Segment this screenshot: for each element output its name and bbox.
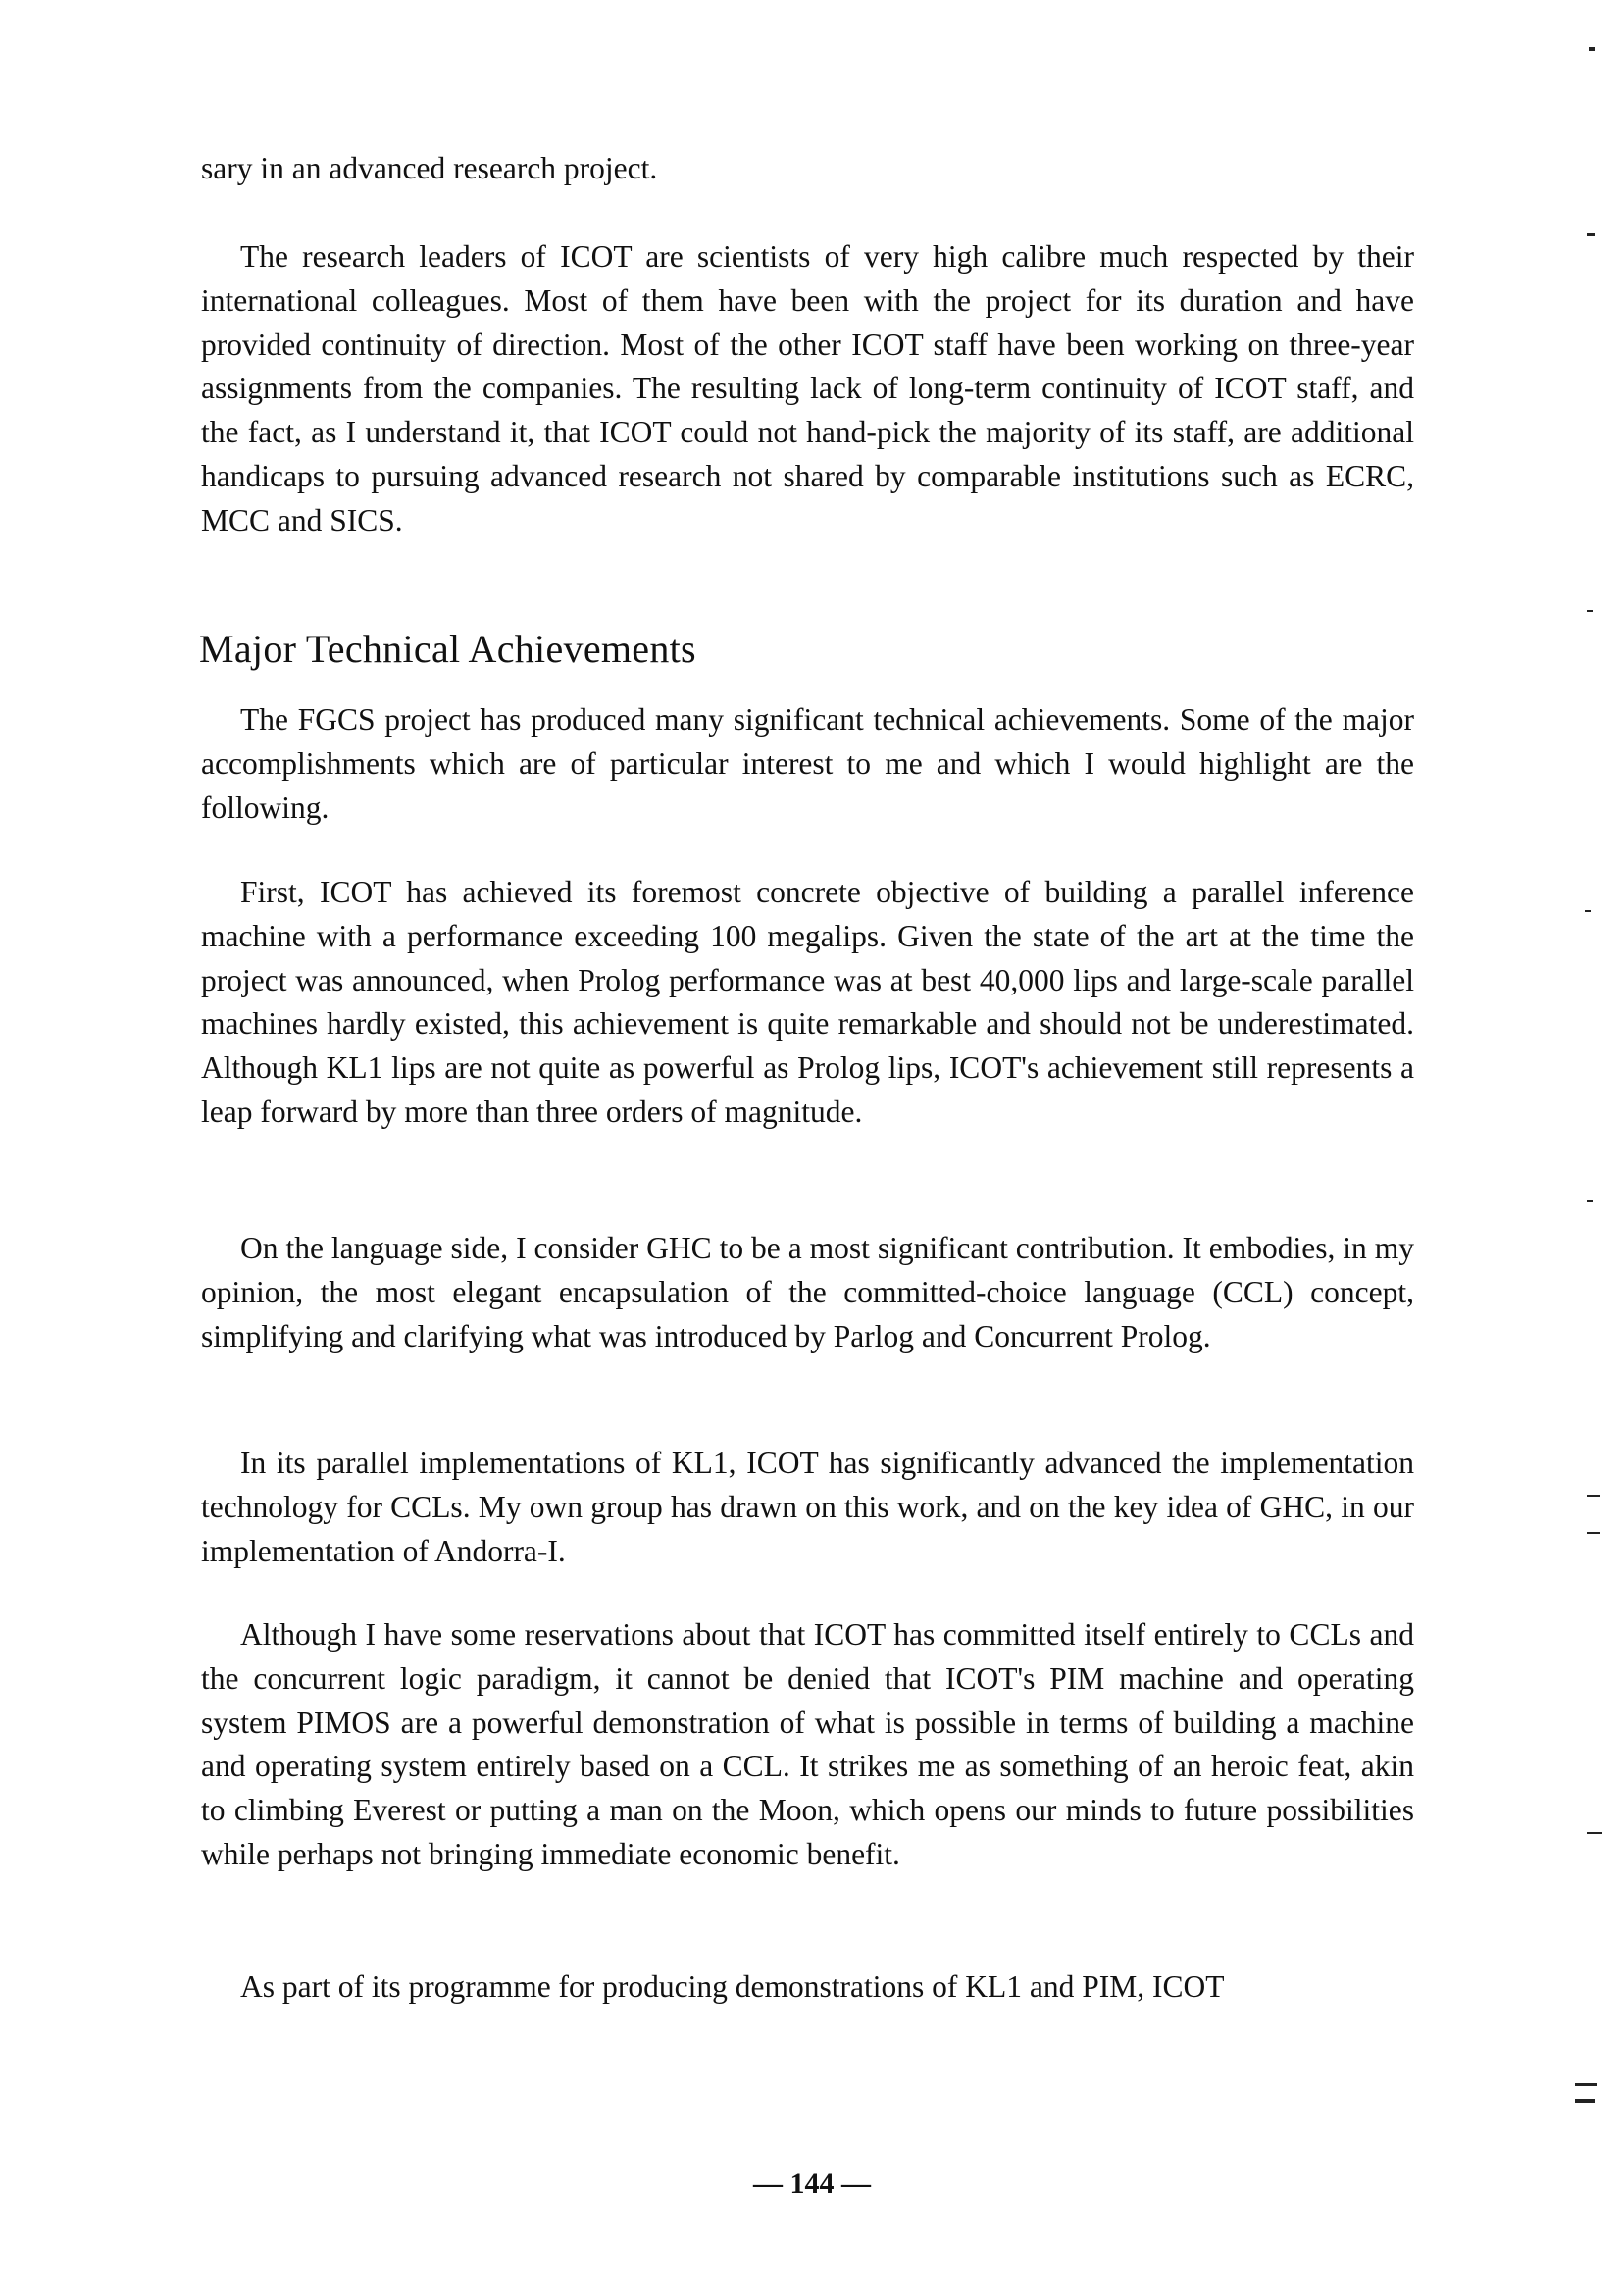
paragraph-programme: As part of its programme for producing demonstrations of KL1 and PIM, ICOT [240, 1969, 1225, 2004]
paragraph-reservations: Although I have some reservations about that ICOT has committed itself entirely to CCLs and the concurrent logic paradigm, it cannot be denied that ICOT's PIM machine and operating system PIMOS are a powerful demonstration of what is possible in terms of building a machine and operating system entirely based on a CCL. It strikes me as something of an heroic feat, akin to climbing Everest or putting a man on the Moon, which opens our minds to future possibilities while perhaps not bringing immediate economic benefit. [201, 1617, 1414, 1871]
section-heading: Major Technical Achievements [199, 627, 696, 671]
scan-artifact [1587, 233, 1595, 236]
scan-artifact [1587, 1200, 1593, 1202]
paragraph-research-leaders: The research leaders of ICOT are scientists of very high calibre much respected by their international colleagues. Most of them have been with the project for its duration and have provided continuity of direction. Most of the other ICOT staff have been working on three-year assignments from the companies. The resulting lack of long-term continuity of ICOT staff, and the fact, as I understand it, that ICOT could not hand-pick the majority of its staff, are additional handicaps to pursuing advanced research not shared by comparable institutions such as ECRC, MCC and SICS. [201, 239, 1414, 537]
scan-artifact [1587, 1832, 1602, 1834]
paragraph-continuation: sary in an advanced research project. [201, 151, 658, 185]
scan-artifact [1589, 47, 1595, 51]
scan-artifact [1575, 2083, 1597, 2086]
scan-artifact [1585, 910, 1591, 912]
paragraph-language: On the language side, I consider GHC to be a most significant contribution. It embodies, in my opinion, the most elegant encapsulation of the committed-choice language (CCL) concept, simplifying and clarifying what was introduced by Parlog and Concurrent Prolog. [201, 1231, 1414, 1353]
paragraph-intro: The FGCS project has produced many significant technical achievements. Some of the major accomplishments which are of particular interest to me and which I would highlight are the following. [201, 702, 1414, 825]
paragraph-first-achievement: First, ICOT has achieved its foremost concrete objective of building a parallel inference machine with a performance exceeding 100 megalips. Given the state of the art at the time the project was announced, when Prolog performance was at best 40,000 lips and large-scale parallel machines hardly existed, this achievement is quite remarkable and should not be underestimated. Although KL1 lips are not quite as powerful as Prolog lips, ICOT's achievement still represents a leap forward by more than three orders of magnitude. [201, 875, 1414, 1129]
scan-artifact [1587, 1532, 1600, 1534]
scan-artifact [1575, 2099, 1595, 2103]
scan-artifact [1587, 1495, 1600, 1497]
scan-artifact [1587, 610, 1593, 612]
page-number: — 144 — [753, 2167, 871, 2200]
paragraph-implementations: In its parallel implementations of KL1, ICOT has significantly advanced the implementation technology for CCLs. My own group has drawn on this work, and on the key idea of GHC, in our implementation of Andorra-I. [201, 1446, 1414, 1568]
